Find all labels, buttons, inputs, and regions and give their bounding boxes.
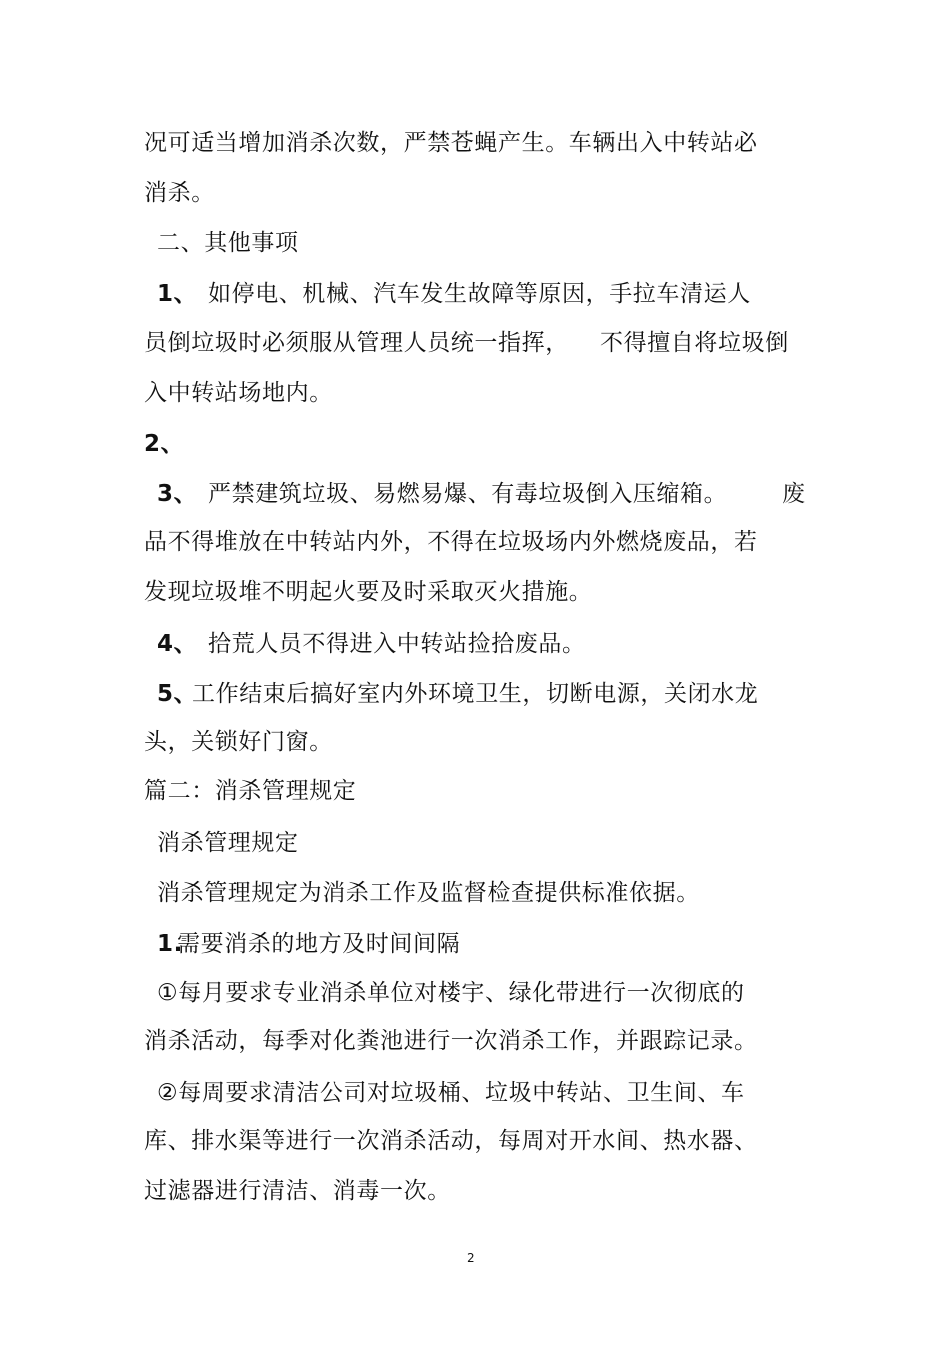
text-line: ①每月要求专业消杀单位对楼宇、绿化带进行一次彻底的: [157, 980, 745, 1006]
section-heading: 二、其他事项: [157, 230, 299, 256]
item-number: 1.: [157, 931, 183, 957]
item-number: 2、: [144, 431, 185, 457]
chapter-title: 篇二：消杀管理规定: [144, 778, 357, 804]
text-line: 入中转站场地内。: [144, 380, 333, 406]
text-line: 如停电、机械、汽车发生故障等原因，手拉车清运人: [208, 281, 751, 307]
item-number: 4、: [157, 631, 198, 657]
text-line: 消杀管理规定为消杀工作及监督检查提供标准依据。: [157, 880, 700, 906]
text-line: 废: [782, 481, 806, 507]
text-line: 头，关锁好门窗。: [144, 729, 333, 755]
text-line: 员倒垃圾时必须服从管理人员统一指挥，: [144, 330, 569, 356]
text-line: 需要消杀的地方及时间间隔: [177, 931, 461, 957]
item-number: 3、: [157, 481, 198, 507]
section-heading: 消杀管理规定: [157, 830, 299, 856]
text-line: ②每周要求清洁公司对垃圾桶、垃圾中转站、卫生间、车: [157, 1080, 745, 1106]
text-line: 品不得堆放在中转站内外，不得在垃圾场内外燃烧废品，若: [144, 529, 758, 555]
text-line: 消杀活动，每季对化粪池进行一次消杀工作，并跟踪记录。: [144, 1028, 758, 1054]
text-line: 不得擅自将垃圾倒: [600, 330, 789, 356]
text-line: 过滤器进行清洁、消毒一次。: [144, 1178, 451, 1204]
item-number: 5、: [157, 681, 198, 707]
page-number: 2: [467, 1251, 475, 1265]
item-number: 1、: [157, 281, 198, 307]
text-line: 严禁建筑垃圾、易燃易爆、有毒垃圾倒入压缩箱。: [208, 481, 728, 507]
text-line: 况可适当增加消杀次数，严禁苍蝇产生。车辆出入中转站必: [144, 130, 758, 156]
text-line: 工作结束后搞好室内外环境卫生，切断电源，关闭水龙: [192, 681, 759, 707]
text-line: 库、排水渠等进行一次消杀活动，每周对开水间、热水器、: [144, 1128, 758, 1154]
text-line: 发现垃圾堆不明起火要及时采取灭火措施。: [144, 579, 593, 605]
text-line: 拾荒人员不得进入中转站捡拾废品。: [208, 631, 586, 657]
text-line: 消杀。: [144, 180, 215, 206]
